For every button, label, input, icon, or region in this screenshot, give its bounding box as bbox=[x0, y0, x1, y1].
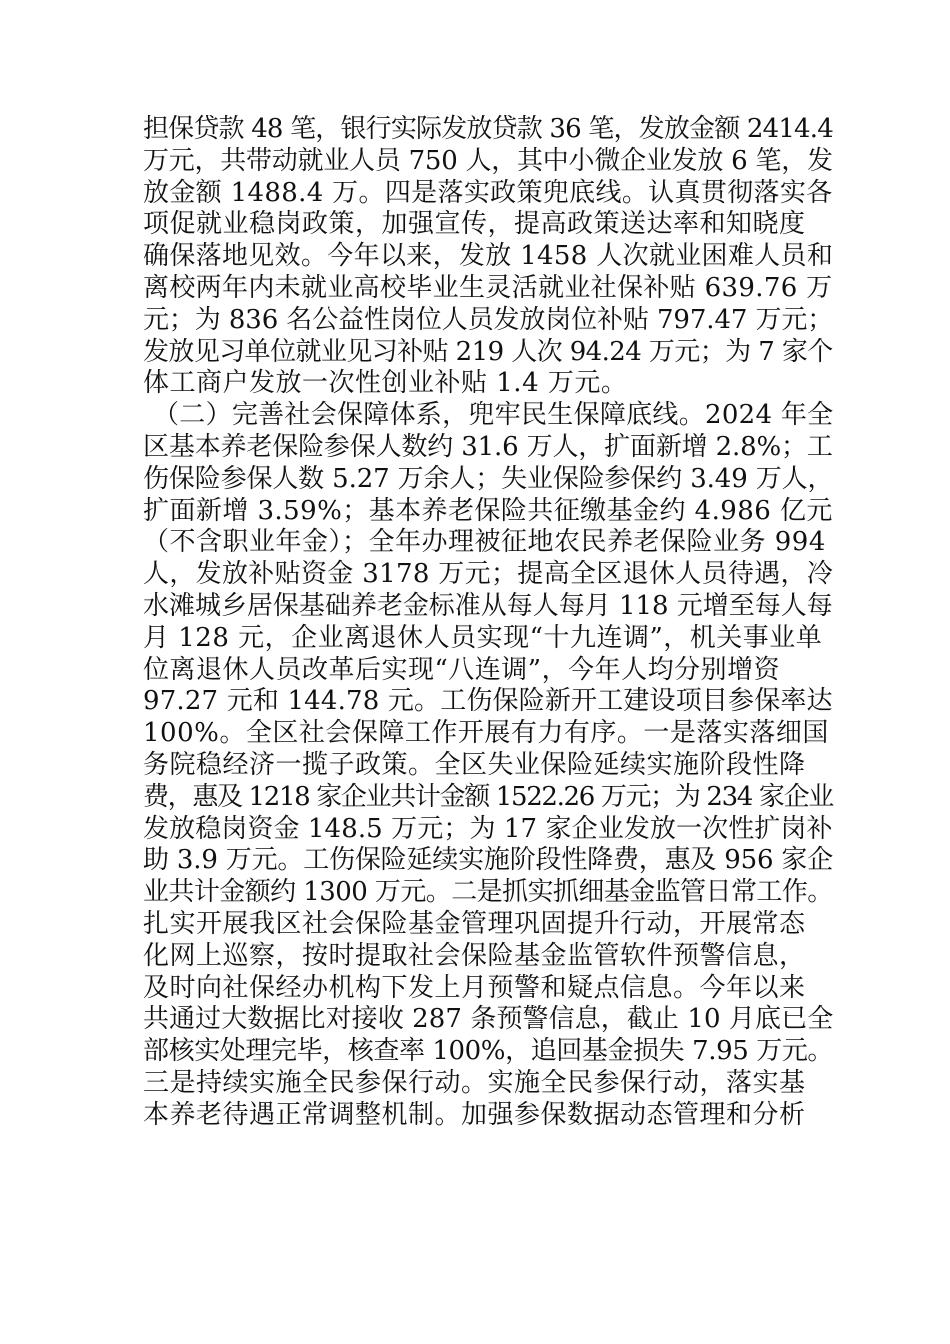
text-line: 离校两年内未就业高校毕业生灵活就业社保补贴 639.76 万 bbox=[143, 272, 833, 303]
text-line: 元；为 836 名公益性岗位人员发放岗位补贴 797.47 万元； bbox=[143, 304, 834, 335]
text-line: 务院稳经济一揽子政策。全区失业保险延续实施阶段性降 bbox=[143, 749, 806, 780]
text-line: 区基本养老保险参保人数约 31.6 万人，扩面新增 2.8%；工 bbox=[143, 431, 833, 462]
text-line: 伤保险参保人数 5.27 万余人；失业保险参保约 3.49 万人， bbox=[143, 463, 834, 494]
text-line: 担保贷款 48 笔，银行实际发放贷款 36 笔，发放金额 2414.4 bbox=[143, 114, 833, 144]
text-line: 费，惠及 1218 家企业共计金额 1522.26 万元；为 234 家企业 bbox=[143, 781, 833, 812]
body-text bbox=[143, 114, 833, 1132]
text-line: 助 3.9 万元。工伤保险延续实施阶段性降费，惠及 956 家企 bbox=[143, 845, 834, 876]
text-line: 位离退休人员改革后实现“八连调”，今年人均分别增资 bbox=[143, 654, 781, 685]
text-line: 人，发放补贴资金 3178 万元；提高全区退休人员待遇，冷 bbox=[143, 559, 834, 590]
text-line: 发放见习单位就业见习补贴 219 人次 94.24 万元；为 7 家个 bbox=[143, 336, 833, 367]
section-heading-line: （二）完善社会保障体系，兜牢民生保障底线。2024 年全 bbox=[153, 400, 834, 431]
text-line: 万元，共带动就业人员 750 人，其中小微企业发放 6 笔，发 bbox=[143, 145, 833, 176]
text-line: 化网上巡察，按时提取社会保险基金监管软件预警信息， bbox=[143, 940, 806, 971]
text-line: 业共计金额约 1300 万元。二是抓实抓细基金监管日常工作。 bbox=[143, 877, 833, 908]
text-line: 确保落地见效。今年以来，发放 1458 人次就业困难人员和 bbox=[143, 241, 834, 272]
text-line: 水滩城乡居保基础养老金标准从每人每月 118 元增至每人每 bbox=[143, 590, 833, 621]
text-line: 三是持续实施全民参保行动。实施全民参保行动，落实基 bbox=[143, 1067, 806, 1098]
text-line: 扎实开展我区社会保险基金管理巩固提升行动，开展常态 bbox=[143, 908, 806, 939]
text-line: 发放稳岗资金 148.5 万元；为 17 家企业发放一次性扩岗补 bbox=[143, 813, 833, 844]
text-line: 100%。全区社会保障工作开展有力有序。一是落实落细国 bbox=[143, 718, 829, 749]
text-line: 扩面新增 3.59%；基本养老保险共征缴基金约 4.986 亿元 bbox=[143, 495, 833, 526]
text-line: 97.27 元和 144.78 元。工伤保险新开工建设项目参保率达 bbox=[143, 686, 833, 717]
text-line: 月 128 元，企业离退休人员实现“十九连调”，机关事业单 bbox=[143, 622, 823, 653]
text-line: 及时向社保经办机构下发上月预警和疑点信息。今年以来 bbox=[143, 972, 806, 1003]
text-line: 体工商户发放一次性创业补贴 1.4 万元。 bbox=[143, 368, 628, 399]
text-line: 部核实处理完毕，核查率 100%，追回基金损失 7.95 万元。 bbox=[143, 1036, 834, 1067]
text-line: 共通过大数据比对接收 287 条预警信息，截止 10 月底已全 bbox=[143, 1004, 834, 1035]
text-line: 放金额 1488.4 万。四是落实政策兜底线。认真贯彻落实各 bbox=[143, 177, 833, 208]
text-line: 本养老待遇正常调整机制。加强参保数据动态管理和分析 bbox=[143, 1099, 806, 1130]
text-line: （不含职业年金）；全年办理被征地农民养老保险业务 994 bbox=[143, 527, 826, 558]
text-line: 项促就业稳岗政策，加强宣传，提高政策送达率和知晓度 bbox=[143, 209, 806, 240]
